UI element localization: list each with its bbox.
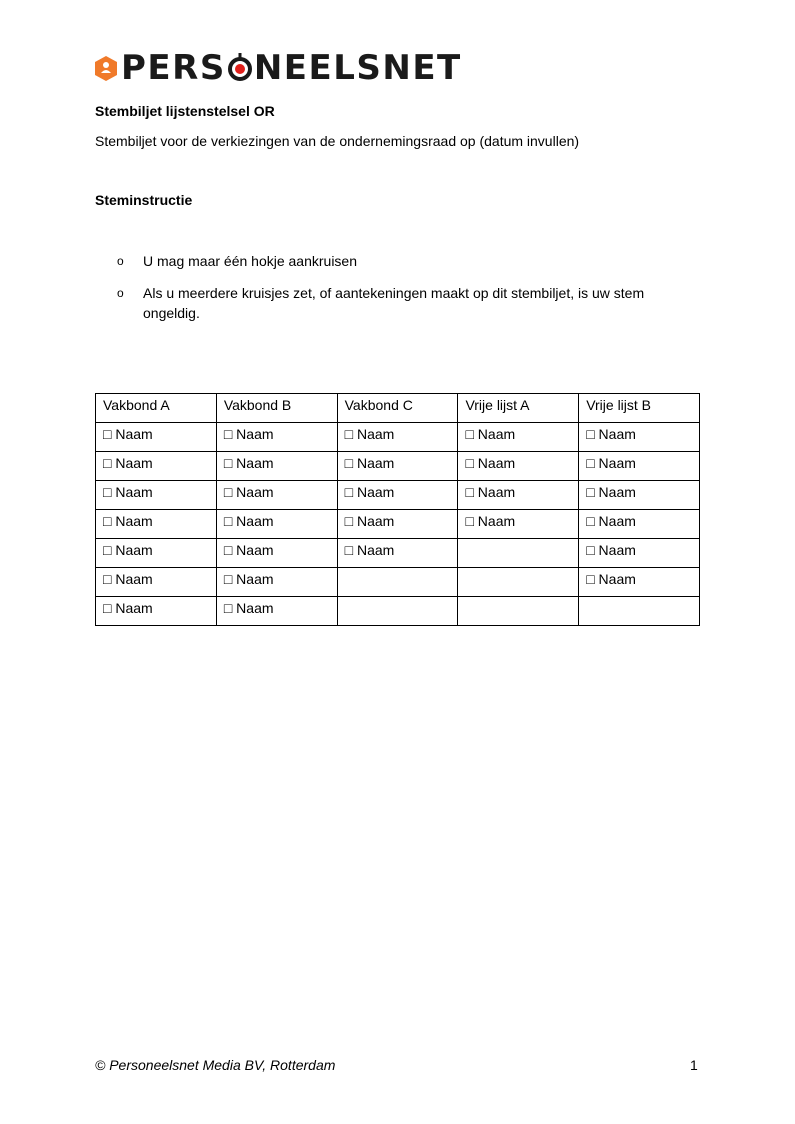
ballot-cell	[337, 481, 458, 510]
candidate-name: Naam	[477, 513, 516, 529]
checkbox-icon[interactable]: □	[586, 571, 595, 587]
checkbox-icon[interactable]: □	[586, 513, 595, 529]
ballot-cell	[337, 597, 458, 626]
ballot-cell	[579, 452, 700, 481]
ballot-cell	[216, 452, 337, 481]
checkbox-icon[interactable]: □	[223, 513, 233, 529]
candidate-name: Naam	[598, 513, 636, 529]
checkbox-icon[interactable]: □	[223, 542, 233, 558]
column-header-vrije-lijst-a: Vrije lijst A	[458, 394, 579, 423]
checkbox-icon[interactable]: □	[103, 571, 112, 587]
instruction-item	[117, 283, 697, 323]
checkbox-icon[interactable]: □	[586, 455, 595, 471]
ballot-cell	[96, 597, 217, 626]
page-number: 1	[690, 1057, 698, 1073]
ballot-cell	[458, 423, 579, 452]
candidate-name: Naam	[598, 426, 636, 442]
checkbox-icon[interactable]: □	[344, 455, 354, 471]
column-header-vakbond-a: Vakbond A	[96, 394, 217, 423]
ballot-cell	[96, 423, 217, 452]
table-row	[96, 481, 700, 510]
table-row	[96, 597, 700, 626]
ballot-cell	[96, 452, 217, 481]
checkbox-icon[interactable]: □	[344, 484, 354, 500]
ballot-cell	[579, 423, 700, 452]
ballot-table	[95, 393, 700, 626]
logo-wordmark	[121, 50, 462, 86]
candidate-name: Naam	[356, 484, 395, 500]
checkbox-icon[interactable]: □	[223, 426, 233, 442]
column-header-vakbond-c: Vakbond C	[337, 394, 458, 423]
instruction-heading: Steminstructie	[95, 192, 193, 208]
logo-text-before: PERS	[121, 48, 226, 88]
checkbox-icon[interactable]: □	[103, 542, 112, 558]
ballot-cell	[216, 568, 337, 597]
candidate-name: Naam	[598, 542, 636, 558]
checkbox-icon[interactable]: □	[586, 426, 595, 442]
checkbox-icon[interactable]: □	[103, 426, 112, 442]
ballot-cell	[579, 597, 700, 626]
ballot-header-row	[96, 394, 700, 423]
candidate-name: Naam	[356, 542, 395, 558]
candidate-name: Naam	[236, 513, 274, 529]
ballot-cell	[458, 481, 579, 510]
table-row	[96, 539, 700, 568]
candidate-name: Naam	[115, 600, 153, 616]
document-subtitle: Stembiljet voor de verkiezingen van de ondernemingsraad op (datum invullen)	[95, 133, 580, 149]
checkbox-icon[interactable]: □	[103, 600, 112, 616]
ballot-cell	[216, 539, 337, 568]
candidate-name: Naam	[236, 600, 274, 616]
ballot-cell	[579, 481, 700, 510]
candidate-name: Naam	[236, 571, 274, 587]
checkbox-icon[interactable]: □	[223, 600, 233, 616]
ballot-body	[96, 423, 700, 626]
ballot-cell	[458, 510, 579, 539]
ballot-cell	[337, 539, 458, 568]
candidate-name: Naam	[356, 513, 395, 529]
candidate-name: Naam	[115, 513, 153, 529]
ballot-cell	[337, 568, 458, 597]
checkbox-icon[interactable]: □	[586, 542, 595, 558]
ballot-cell	[96, 510, 217, 539]
candidate-name: Naam	[115, 484, 153, 500]
column-header-vrije-lijst-b: Vrije lijst B	[579, 394, 700, 423]
table-row	[96, 452, 700, 481]
instruction-text: Als u meerdere kruisjes zet, of aantekeningen maakt op dit stembiljet, is uw stem ongeldig.	[143, 285, 645, 321]
checkbox-icon[interactable]: □	[103, 513, 112, 529]
target-icon	[227, 53, 253, 83]
ballot-cell	[579, 539, 700, 568]
ballot-cell	[96, 568, 217, 597]
checkbox-icon[interactable]: □	[223, 571, 233, 587]
checkbox-icon[interactable]: □	[344, 426, 354, 442]
ballot-cell	[96, 539, 217, 568]
document-title: Stembiljet lijstenstelsel OR	[95, 103, 275, 119]
checkbox-icon[interactable]: □	[465, 513, 474, 529]
checkbox-icon[interactable]: □	[103, 484, 112, 500]
candidate-name: Naam	[356, 455, 395, 471]
candidate-name: Naam	[477, 484, 516, 500]
checkbox-icon[interactable]: □	[223, 484, 233, 500]
checkbox-icon[interactable]: □	[465, 484, 474, 500]
table-row	[96, 510, 700, 539]
ballot-cell	[216, 481, 337, 510]
ballot-cell	[458, 452, 579, 481]
ballot-cell	[458, 568, 579, 597]
candidate-name: Naam	[477, 426, 516, 442]
candidate-name: Naam	[115, 455, 153, 471]
ballot-cell	[216, 423, 337, 452]
personeelsnet-logo	[95, 50, 462, 86]
ballot-cell	[216, 510, 337, 539]
ballot-cell	[458, 539, 579, 568]
ballot-cell	[96, 481, 217, 510]
checkbox-icon[interactable]: □	[223, 455, 233, 471]
ballot-cell	[458, 597, 579, 626]
bullet-icon: o	[117, 254, 124, 268]
candidate-name: Naam	[356, 426, 395, 442]
candidate-name: Naam	[477, 455, 516, 471]
checkbox-icon[interactable]: □	[465, 426, 474, 442]
candidate-name: Naam	[236, 426, 274, 442]
instruction-item	[117, 251, 697, 271]
ballot-cell	[216, 597, 337, 626]
candidate-name: Naam	[236, 455, 274, 471]
ballot-cell	[337, 510, 458, 539]
ballot-cell	[337, 423, 458, 452]
checkbox-icon[interactable]: □	[465, 455, 474, 471]
footer-copyright: © Personeelsnet Media BV, Rotterdam	[95, 1057, 336, 1073]
candidate-name: Naam	[115, 542, 153, 558]
table-row	[96, 423, 700, 452]
ballot-cell	[579, 568, 700, 597]
candidate-name: Naam	[236, 542, 274, 558]
candidate-name: Naam	[115, 426, 153, 442]
ballot-cell	[337, 452, 458, 481]
table-row	[96, 568, 700, 597]
person-hexagon-icon	[95, 56, 117, 81]
candidate-name: Naam	[598, 484, 636, 500]
bullet-icon: o	[117, 286, 124, 300]
instruction-list	[117, 251, 697, 335]
column-header-vakbond-b: Vakbond B	[216, 394, 337, 423]
checkbox-icon[interactable]: □	[586, 484, 595, 500]
instruction-text: U mag maar één hokje aankruisen	[143, 253, 358, 269]
checkbox-icon[interactable]: □	[103, 455, 112, 471]
ballot-cell	[579, 510, 700, 539]
checkbox-icon[interactable]: □	[344, 542, 354, 558]
logo-text-after: NEELSNET	[253, 48, 462, 88]
candidate-name: Naam	[598, 455, 636, 471]
candidate-name: Naam	[598, 571, 636, 587]
candidate-name: Naam	[236, 484, 274, 500]
checkbox-icon[interactable]: □	[344, 513, 354, 529]
candidate-name: Naam	[115, 571, 153, 587]
